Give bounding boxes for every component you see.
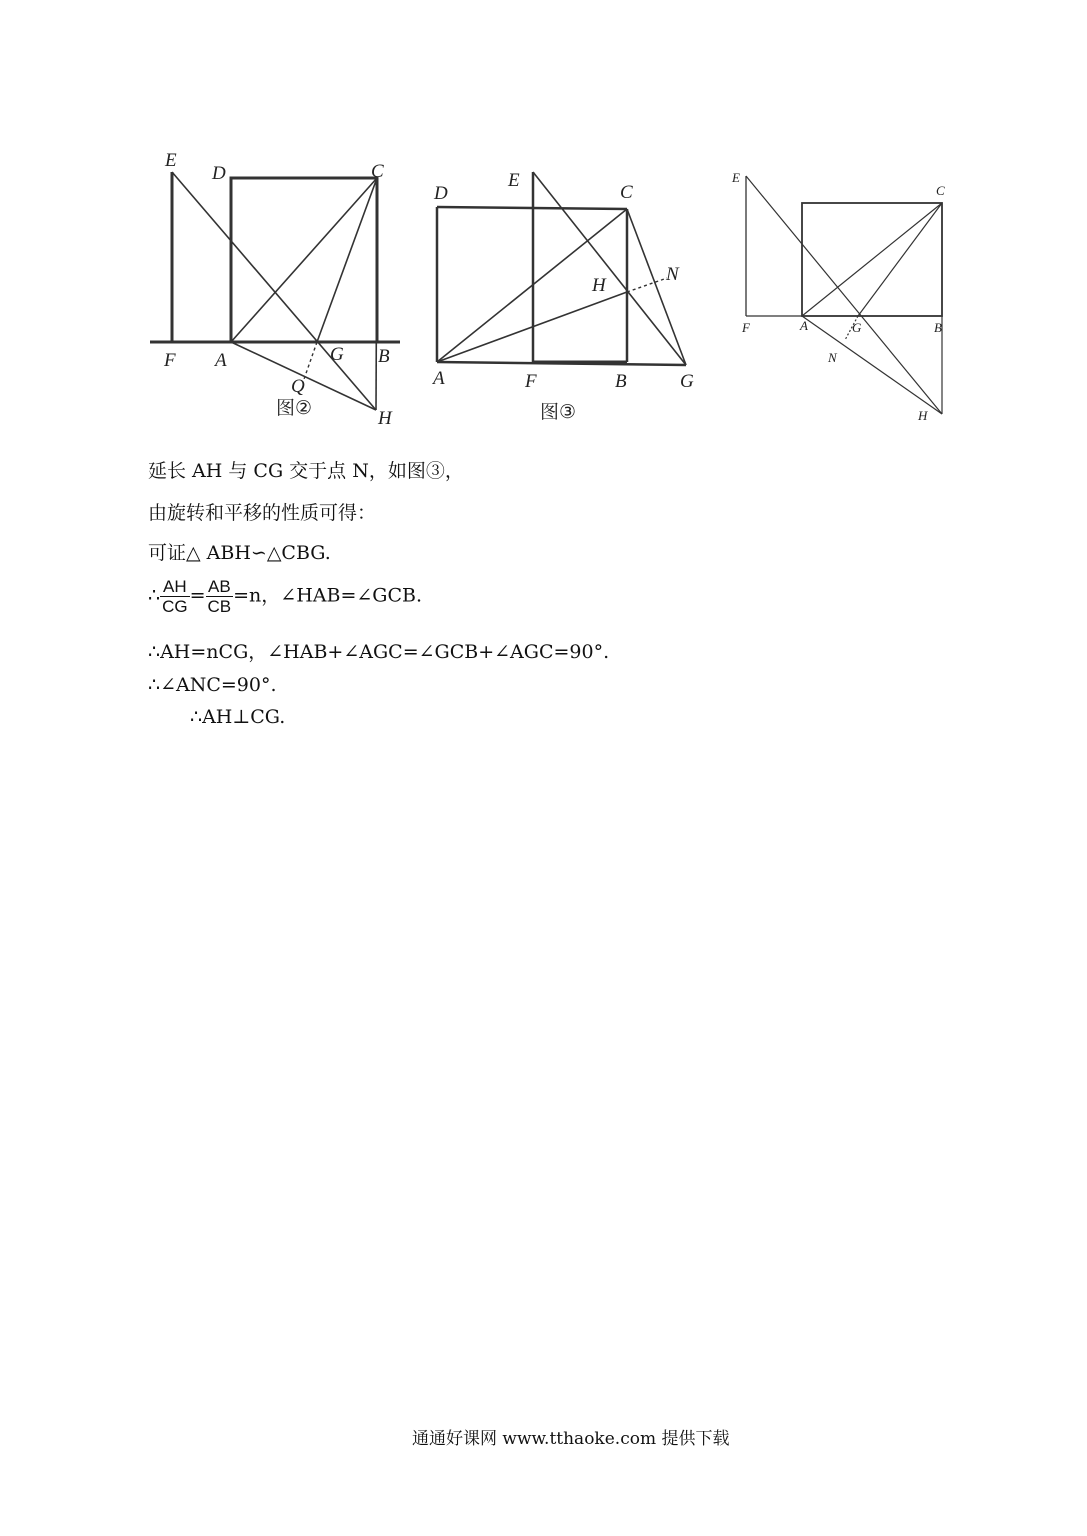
label-b: B bbox=[615, 371, 627, 392]
label-d: D bbox=[212, 163, 226, 184]
label-n: N bbox=[666, 264, 679, 285]
label-h: H bbox=[918, 408, 928, 423]
therefore-symbol: ∴ bbox=[148, 584, 161, 607]
fraction-ah-cg bbox=[160, 577, 190, 616]
label-f: F bbox=[742, 320, 750, 335]
label-a: A bbox=[215, 350, 227, 371]
label-c: C bbox=[936, 183, 945, 198]
label-b: B bbox=[934, 320, 942, 335]
label-q: Q bbox=[291, 376, 305, 397]
segment-ah bbox=[802, 316, 942, 414]
label-c: C bbox=[620, 182, 633, 203]
figure-3-caption: 图③ bbox=[540, 401, 577, 423]
proof-line-1: 延长 AH 与 CG 交于点 N，如图③， bbox=[148, 460, 464, 482]
label-e: E bbox=[732, 170, 740, 185]
proof-line-6: ∴∠ANC=90°. bbox=[148, 674, 277, 696]
proof-line-3: 可证△ ABH∽△CBG. bbox=[148, 542, 331, 564]
label-n: N bbox=[828, 350, 837, 365]
proof-line-4-suffix: =n，∠HAB=∠GCB. bbox=[233, 584, 423, 607]
segment-eh bbox=[746, 176, 942, 414]
label-g: G bbox=[330, 344, 344, 365]
label-a: A bbox=[800, 318, 808, 333]
figure-2-caption: 图② bbox=[276, 397, 313, 419]
proof-line-7: ∴AH⊥CG. bbox=[190, 706, 286, 728]
proof-line-4 bbox=[148, 577, 422, 616]
label-a: A bbox=[433, 368, 445, 389]
label-d: D bbox=[434, 183, 448, 204]
fraction-1-numerator: AH bbox=[160, 577, 190, 597]
label-e: E bbox=[165, 150, 177, 171]
page-footer: 通通好课网 www.tthaoke.com 提供下载 bbox=[412, 1429, 730, 1449]
label-b: B bbox=[378, 346, 390, 367]
fraction-ab-cb bbox=[206, 577, 234, 616]
fraction-1-denominator: CG bbox=[162, 597, 188, 616]
fraction-2-numerator: AB bbox=[206, 577, 234, 597]
figure-4 bbox=[0, 0, 980, 440]
label-f: F bbox=[164, 350, 176, 371]
label-e: E bbox=[508, 170, 520, 191]
equals-sign: = bbox=[189, 584, 206, 607]
label-g: G bbox=[852, 320, 862, 335]
fraction-2-denominator: CB bbox=[207, 597, 232, 616]
proof-line-5: ∴AH=nCG，∠HAB+∠AGC=∠GCB+∠AGC=90°. bbox=[148, 641, 610, 663]
label-h: H bbox=[592, 275, 606, 296]
segment-ac bbox=[802, 203, 942, 316]
segment-cg bbox=[858, 203, 942, 316]
label-g: G bbox=[680, 371, 694, 392]
label-h: H bbox=[378, 408, 392, 429]
proof-line-2: 由旋转和平移的性质可得： bbox=[148, 502, 377, 524]
label-f: F bbox=[525, 371, 537, 392]
figure-4-drawing bbox=[0, 0, 980, 440]
label-c: C bbox=[371, 161, 384, 182]
